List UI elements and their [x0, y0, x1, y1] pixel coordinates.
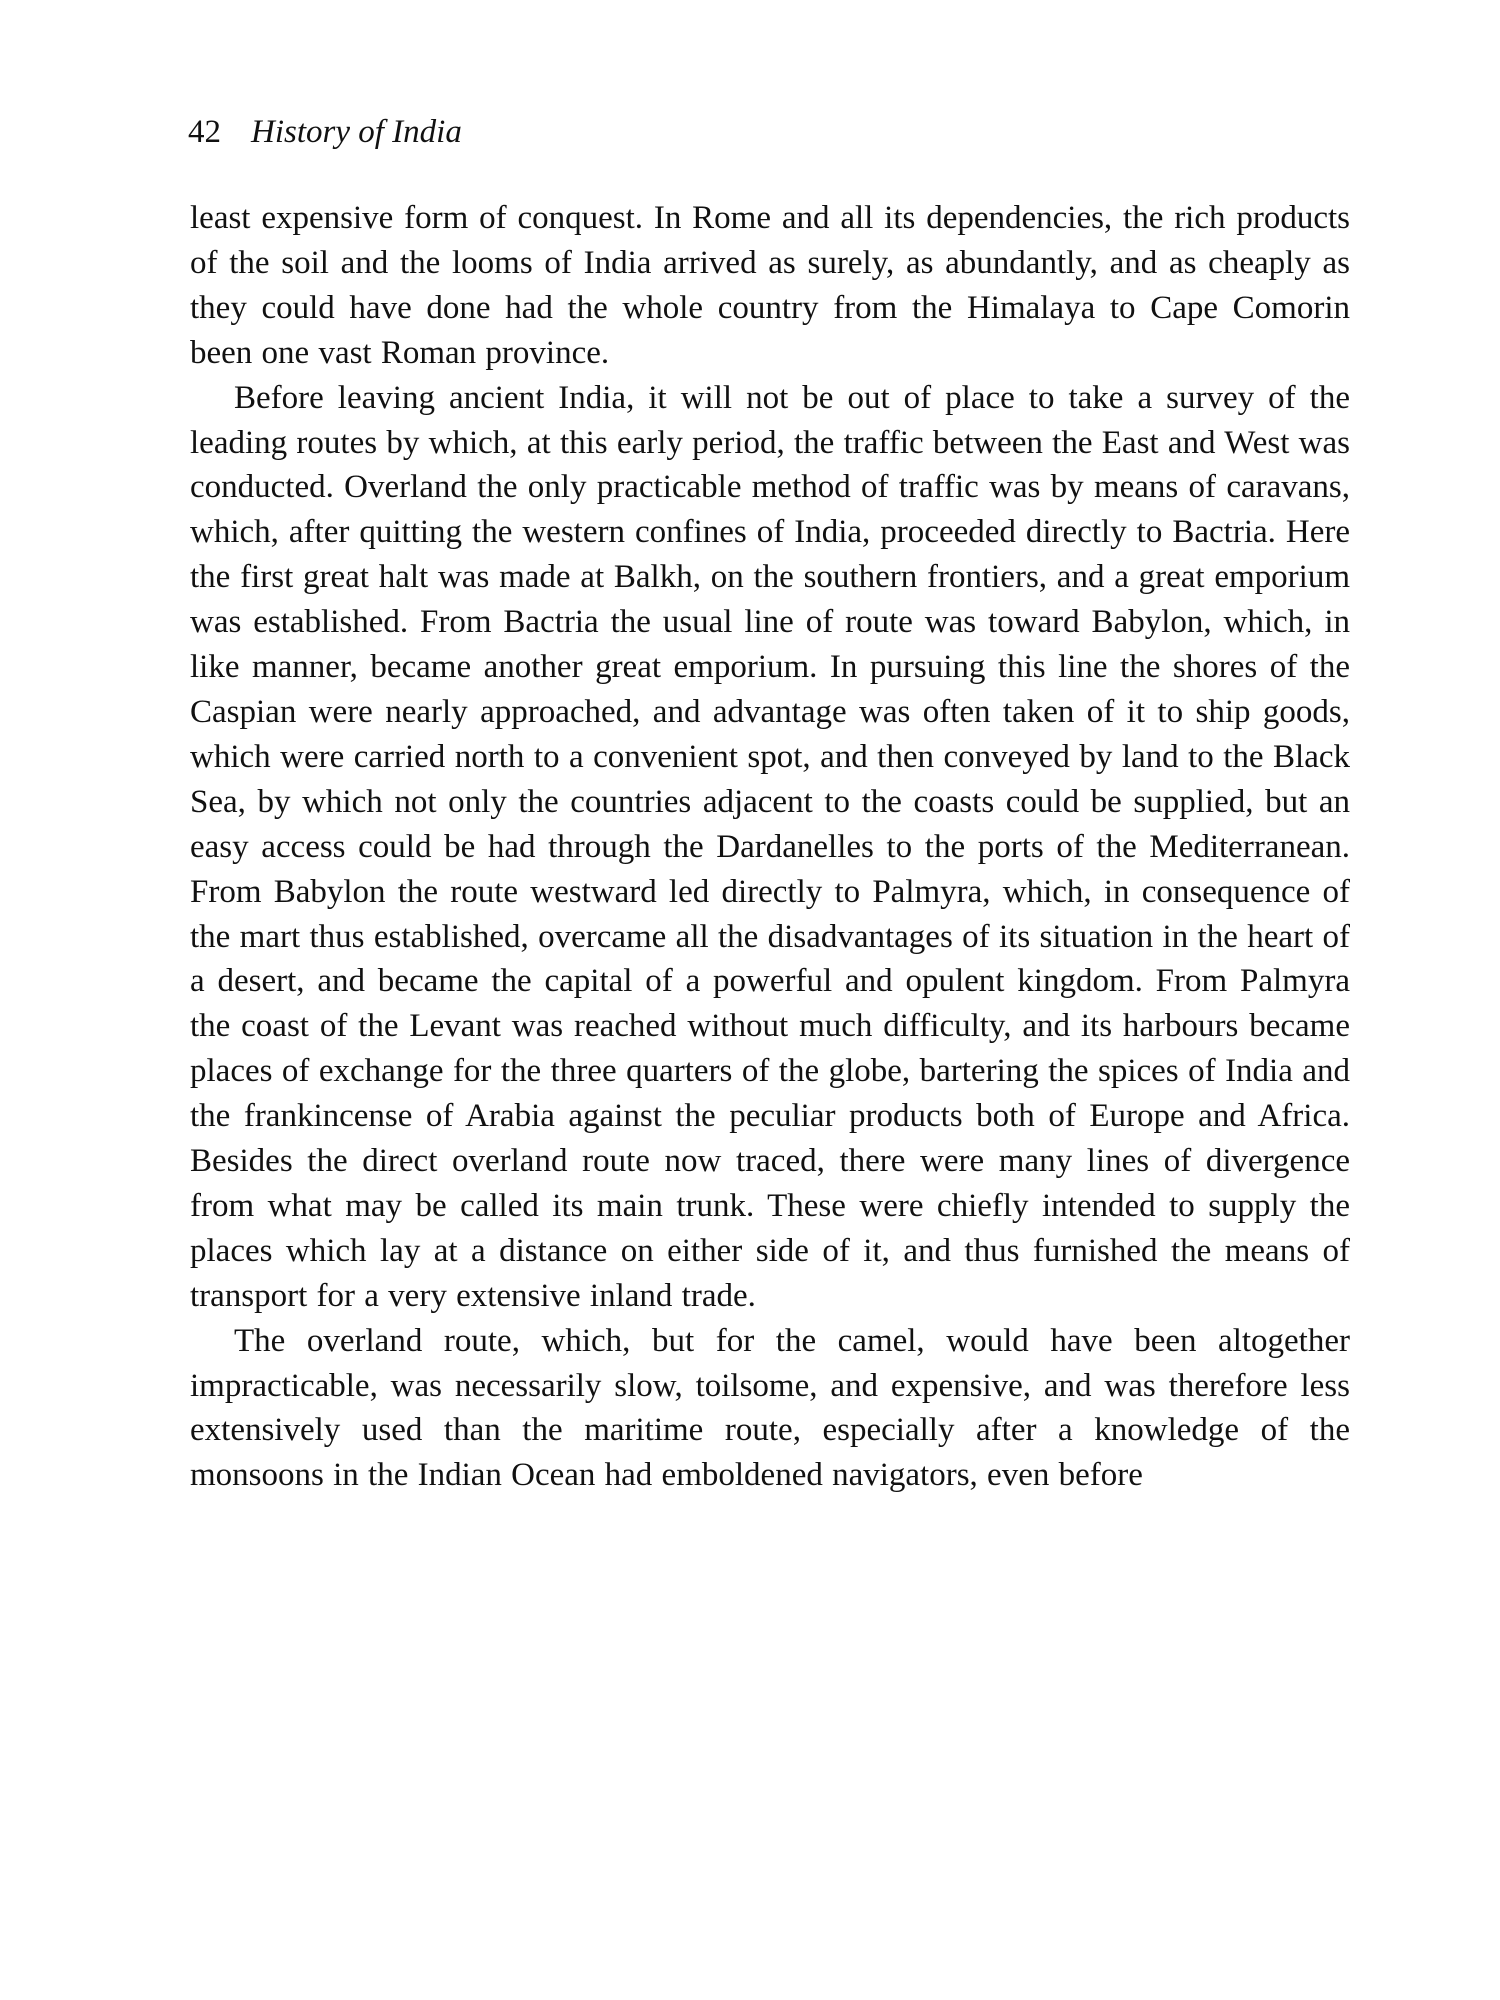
paragraph-roman-trade: least expensive form of conquest. In Rome and all its dependencies, the rich products of the soil and the looms of India arrived as surely, as abundantly, and as cheaply as they could have done had the whole country from the Himalaya to Cape Comorin been one vast Roman province. [190, 200, 1350, 371]
book-title: History of India [251, 114, 462, 150]
body-text [190, 196, 1350, 1498]
paragraph-maritime-route: The overland route, which, but for the camel, would have been altogether impracticable, was necessarily slow, toilsome, and expensive, and was therefore less extensively used than the maritime route, especially after a knowledge of the monsoons in the Indian Ocean had emboldened navigators, even before [190, 1322, 1350, 1494]
paragraph-overland-routes: Before leaving ancient India, it will not be out of place to take a survey of the leading routes by which, at this early period, the traffic between the East and West was conducted. Overland the only practicable method of traffic was by means of caravans, which, after quitting the western confines of India, proceeded directly to Bactria. Here the first great halt was made at Balkh, on the southern frontiers, and a great emporium was established. From Bactria the usual line of route was toward Babylon, which, in like manner, became another great emporium. In pursuing this line the shores of the Caspian were nearly approached, and advantage was often taken of it to ship goods, which were carried north to a convenient spot, and then conveyed by land to the Black Sea, by which not only the countries adjacent to the coasts could be supplied, but an easy access could be had through the Dardanelles to the ports of the Mediterranean. From Babylon the route westward led directly to Palmyra, which, in consequence of the mart thus established, overcame all the disadvantages of its situation in the heart of a desert, and became the capital of a powerful and opulent kingdom. From Palmyra the coast of the Levant was reached without much difficulty, and its harbours became places of exchange for the three quarters of the globe, bartering the spices of India and the frankincense of Arabia against the peculiar products both of Europe and Africa. Besides the direct overland route now traced, there were many lines of divergence from what may be called its main trunk. These were chiefly intended to supply the places which lay at a distance on either side of it, and thus furnished the means of transport for a very extensive inland trade. [190, 379, 1350, 1314]
running-head [188, 112, 462, 152]
page-number: 42 [188, 114, 221, 150]
